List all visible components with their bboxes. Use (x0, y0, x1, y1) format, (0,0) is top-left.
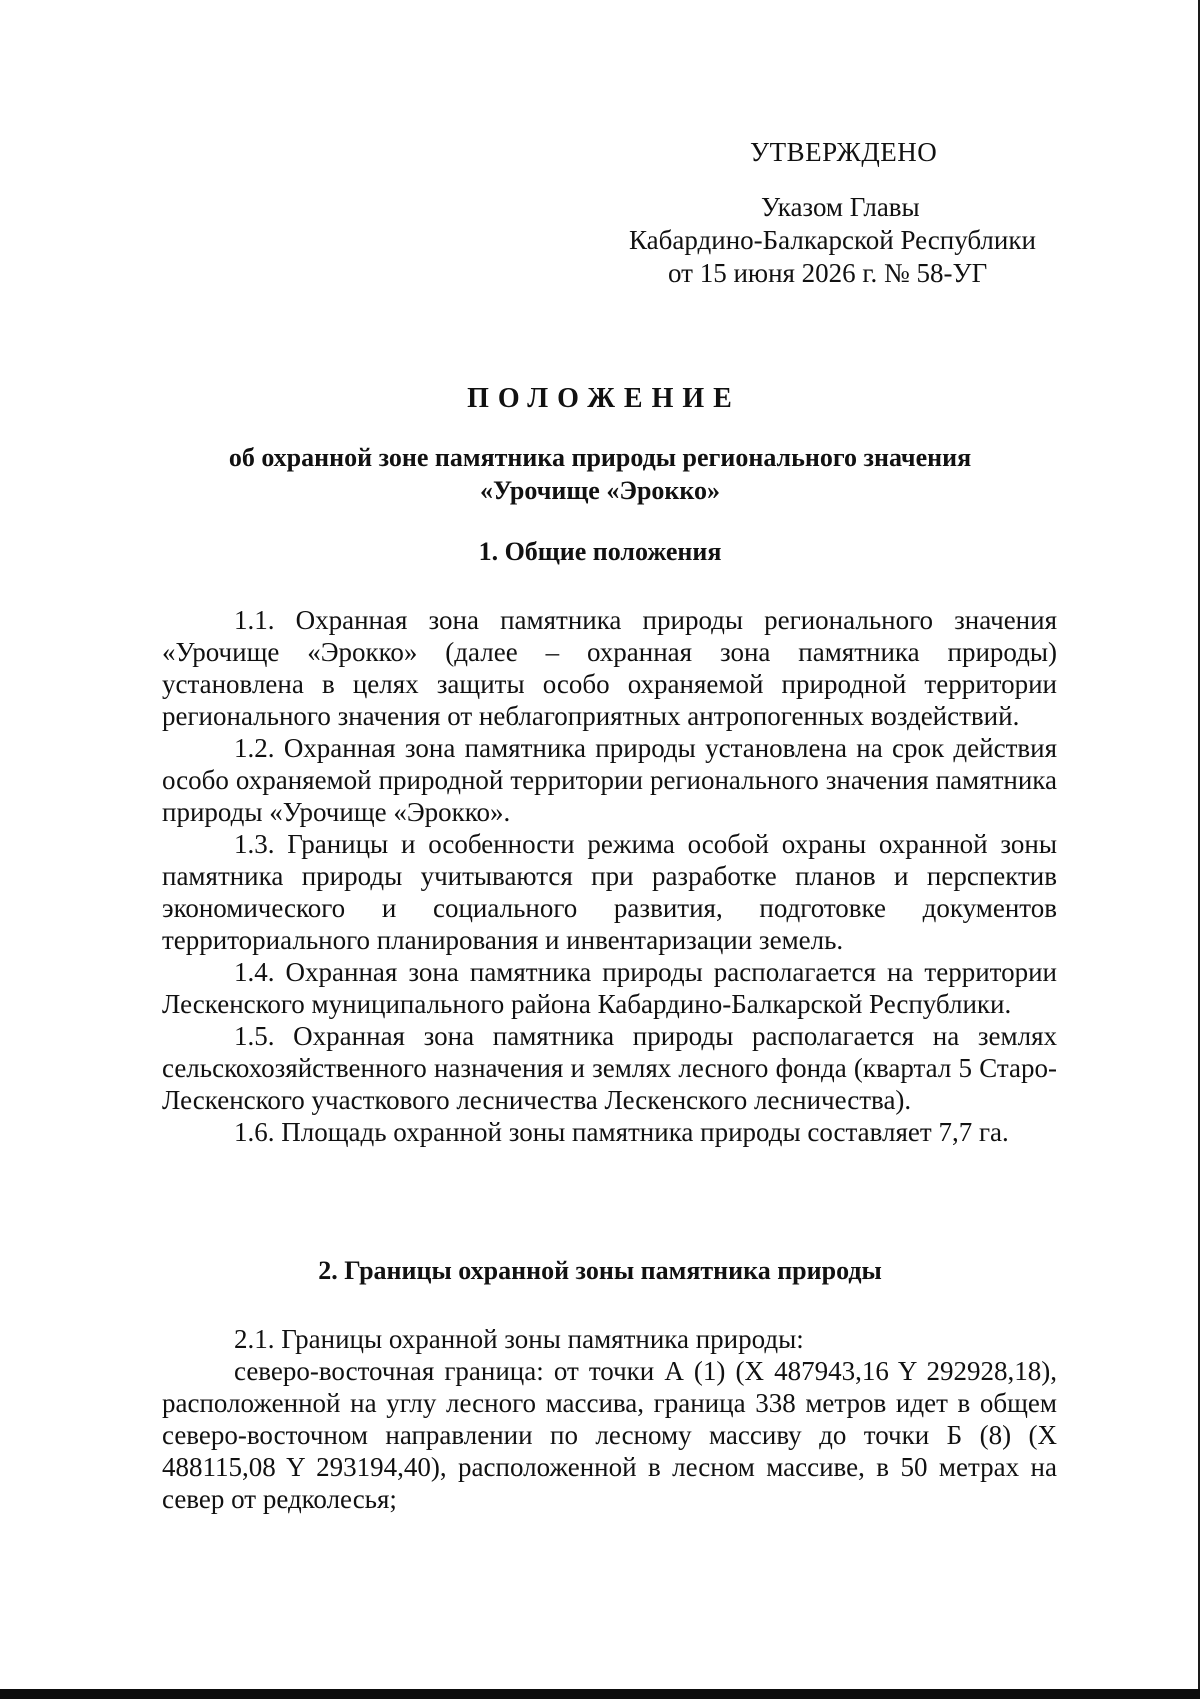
document-subtitle (160, 441, 1040, 507)
approval-stamp: УТВЕРЖДЕНО (750, 137, 938, 167)
approval-line-3: от 15 июня 2026 г. № 58-УГ (668, 258, 988, 288)
approval-line-1: Указом Главы (761, 192, 920, 222)
approval-line-2: Кабардино-Балкарской Республики (629, 225, 1036, 255)
scan-edge-bottom (0, 1689, 1200, 1699)
paragraph-2-1-northeast-border: северо-восточная граница: от точки А (1) (X 487943,16 Y 292928,18), расположенной на углу лесного массива, граница 338 метров идет в общем северо-восточном направлении по лесному массиву до точки Б (8) (X 488115,08 Y 293194,40), расположенной в лесном массиве, в 50 метрах на север от редколесья; (162, 1356, 1057, 1514)
paragraph-1-3: 1.3. Границы и особенности режима особой охраны охранной зоны памятника природы учитываются при разработке планов и перспектив экономического и социального развития, подготовке документов территориального планирования и инвентаризации земель. (162, 829, 1057, 955)
paragraph-1-2: 1.2. Охранная зона памятника природы установлена на срок действия особо охраняемой природной территории регионального значения памятника природы «Урочище «Эрокко». (162, 733, 1057, 827)
subtitle-line-1: об охранной зоне памятника природы регионального значения (228, 443, 972, 472)
section-1-body (162, 604, 1057, 1148)
subtitle-line-2: «Урочище «Эрокко» (479, 476, 721, 505)
paragraph-1-1: 1.1. Охранная зона памятника природы регионального значения «Урочище «Эрокко» (далее – охранная зона памятника природы) установлена в целях защиты особо охраняемой природной территории регионального значения от неблагоприятных антропогенных воздействий. (162, 605, 1057, 731)
paragraph-1-6: 1.6. Площадь охранной зоны памятника природы составляет 7,7 га. (234, 1117, 1009, 1147)
document-title: ПОЛОЖЕНИЕ (467, 383, 741, 414)
section-2-body (162, 1323, 1057, 1515)
paragraph-1-5: 1.5. Охранная зона памятника природы располагается на землях сельскохозяйственного назначения и землях лесного фонда (квартал 5 Старо-Лескенского участкового лесничества Лескенского лесничества). (162, 1021, 1057, 1115)
paragraph-1-4: 1.4. Охранная зона памятника природы располагается на территории Лескенского муниципального района Кабардино-Балкарской Республики. (162, 957, 1057, 1019)
section-2-heading: 2. Границы охранной зоны памятника природы (318, 1256, 882, 1285)
section-1-heading: 1. Общие положения (478, 537, 722, 566)
paragraph-2-1: 2.1. Границы охранной зоны памятника природы: (234, 1324, 804, 1354)
